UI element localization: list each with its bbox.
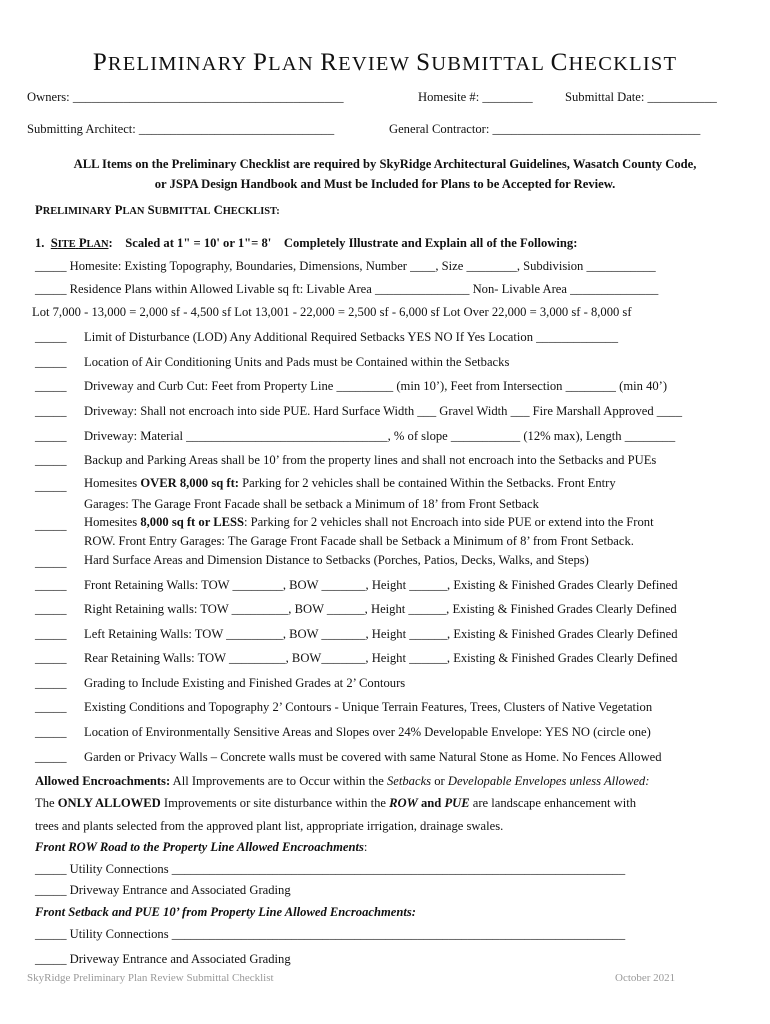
residence-plans-item[interactable]: _____ Residence Plans within Allowed Livable sq ft: Livable Area _______________ Non- Livable Area ______________ [35, 282, 659, 296]
footer-title: SkyRidge Preliminary Plan Review Submittal Checklist [27, 972, 274, 984]
front-setback-driveway-item[interactable]: _____ Driveway Entrance and Associated Grading [35, 952, 291, 966]
under-8000-item-cont: ROW. Front Entry Garages: The Garage Front Facade shall be Setback a Minimum of 8’ from Front Setback. [84, 534, 634, 548]
rear-retaining-item: Rear Retaining Walls: TOW _________, BOW_______, Height ______, Existing & Finished Grades Clearly Defined [84, 651, 678, 665]
site-plan-heading: 1. SITE PLAN: Scaled at 1" = 10' or 1"= 8' Completely Illustrate and Explain all of the Following: [35, 236, 578, 250]
over-8000-item: Homesites OVER 8,000 sq ft: Parking for 2 vehicles shall be contained Within the Setbacks. Front Entry [84, 476, 616, 490]
front-row-utility-item[interactable]: _____ Utility Connections ________________________________________________________________________ [35, 862, 626, 876]
driveway-material-item: Driveway: Material ________________________________, % of slope ___________ (12% max), Length ________ [84, 429, 676, 443]
right-retaining-item: Right Retaining walls: TOW _________, BOW ______, Height ______, Existing & Finished Grades Clearly Defined [84, 602, 677, 616]
front-retaining-checkbox[interactable]: _____ [35, 578, 67, 592]
section-heading: PRELIMINARY PLAN SUBMITTAL CHECKLIST: [35, 203, 280, 217]
submitting-architect-field[interactable]: Submitting Architect: _______________________________ [27, 122, 335, 136]
under-8000-item: Homesites 8,000 sq ft or LESS: Parking for 2 vehicles shall not Encroach into side PUE or extend into the Front [84, 515, 654, 529]
front-row-heading: Front ROW Road to the Property Line Allowed Encroachments: [35, 840, 368, 854]
existing-conditions-checkbox[interactable]: _____ [35, 700, 67, 714]
left-retaining-checkbox[interactable]: _____ [35, 627, 67, 641]
general-contractor-field[interactable]: General Contractor: _________________________________ [389, 122, 701, 136]
allowed-encroachments-line: Allowed Encroachments: All Improvements are to Occur within the Setbacks or Developable Envelopes unless Allowed: [35, 774, 650, 788]
grading-checkbox[interactable]: _____ [35, 676, 67, 690]
submittal-date-field[interactable]: Submittal Date: ___________ [565, 90, 717, 104]
requirement-notice-line-1: ALL Items on the Preliminary Checklist are required by SkyRidge Architectural Guidelines, Wasatch County Code, [73, 157, 697, 171]
curb-cut-checkbox[interactable]: _____ [35, 379, 67, 393]
only-allowed-line: The ONLY ALLOWED Improvements or site disturbance within the ROW and PUE are landscape enhancement with [35, 796, 637, 810]
ac-units-item: Location of Air Conditioning Units and Pads must be Contained within the Setbacks [84, 355, 510, 369]
grading-item: Grading to Include Existing and Finished Grades at 2’ Contours [84, 676, 406, 690]
driveway-material-checkbox[interactable]: _____ [35, 429, 67, 443]
front-retaining-item: Front Retaining Walls: TOW ________, BOW _______, Height ______, Existing & Finished Grades Clearly Defined [84, 578, 678, 592]
homesite-number-field[interactable]: Homesite #: ________ [418, 90, 533, 104]
backup-parking-checkbox[interactable]: _____ [35, 453, 67, 467]
sensitive-areas-checkbox[interactable]: _____ [35, 725, 67, 739]
right-retaining-checkbox[interactable]: _____ [35, 602, 67, 616]
garden-walls-item: Garden or Privacy Walls – Concrete walls must be covered with same Natural Stone as Home. No Fences Allowed [84, 750, 662, 764]
driveway-pue-checkbox[interactable]: _____ [35, 404, 67, 418]
lod-item: Limit of Disturbance (LOD) Any Additional Required Setbacks YES NO If Yes Location _____________ [84, 330, 618, 344]
requirement-notice-line-2: or JSPA Design Handbook and Must be Included for Plans to be Accepted for Review. [154, 177, 616, 191]
trees-plants-line: trees and plants selected from the approved plant list, appropriate irrigation, drainage swales. [35, 819, 504, 833]
hard-surface-item: Hard Surface Areas and Dimension Distance to Setbacks (Porches, Patios, Decks, Walks, and Steps) [84, 553, 589, 567]
front-row-driveway-item[interactable]: _____ Driveway Entrance and Associated Grading [35, 883, 291, 897]
garden-walls-checkbox[interactable]: _____ [35, 750, 67, 764]
ac-checkbox[interactable]: _____ [35, 355, 67, 369]
front-setback-utility-item[interactable]: _____ Utility Connections ________________________________________________________________________ [35, 927, 626, 941]
existing-conditions-item: Existing Conditions and Topography 2’ Contours - Unique Terrain Features, Trees, Clusters of Native Vegetation [84, 700, 653, 714]
front-setback-heading: Front Setback and PUE 10’ from Property Line Allowed Encroachments: [35, 905, 416, 919]
over-8000-checkbox[interactable]: _____ [35, 479, 67, 493]
sensitive-areas-item: Location of Environmentally Sensitive Areas and Slopes over 24% Developable Envelope: YES NO (circle one) [84, 725, 651, 739]
hard-surface-checkbox[interactable]: _____ [35, 555, 67, 569]
document-title: PRELIMINARY PLAN REVIEW SUBMITTAL CHECKLIST [92, 49, 678, 76]
backup-parking-item: Backup and Parking Areas shall be 10’ from the property lines and shall not encroach into the Setbacks and PUEs [84, 453, 657, 467]
homesite-item[interactable]: _____ Homesite: Existing Topography, Boundaries, Dimensions, Number ____, Size ________, Subdivision ___________ [35, 259, 656, 273]
under-8000-checkbox[interactable]: _____ [35, 518, 67, 532]
over-8000-item-cont: Garages: The Garage Front Facade shall be setback a Minimum of 18’ from Front Setback [84, 497, 539, 511]
left-retaining-item: Left Retaining Walls: TOW _________, BOW _______, Height ______, Existing & Finished Grades Clearly Defined [84, 627, 678, 641]
lod-checkbox[interactable]: _____ [35, 330, 67, 344]
curb-cut-item: Driveway and Curb Cut: Feet from Property Line _________ (min 10’), Feet from Intersection ________ (min 40’) [84, 379, 668, 393]
owners-field[interactable]: Owners: ___________________________________________ [27, 90, 344, 104]
lot-size-allowances: Lot 7,000 - 13,000 = 2,000 sf - 4,500 sf Lot 13,001 - 22,000 = 2,500 sf - 6,000 sf Lot Over 22,000 = 3,000 sf - 8,000 sf [32, 305, 632, 319]
footer-date: October 2021 [615, 972, 676, 984]
rear-retaining-checkbox[interactable]: _____ [35, 651, 67, 665]
driveway-pue-item: Driveway: Shall not encroach into side PUE. Hard Surface Width ___ Gravel Width ___ Fire Marshall Approved ____ [84, 404, 682, 418]
